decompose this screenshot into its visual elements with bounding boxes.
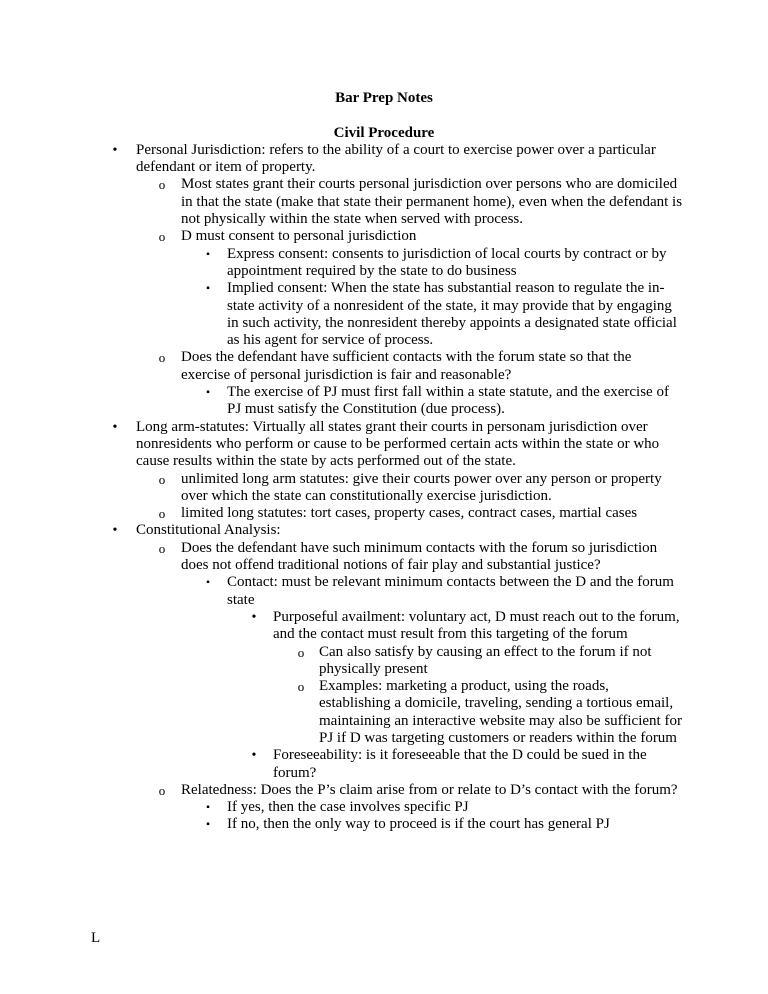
footer-letter: L (91, 930, 101, 946)
document-page (0, 90, 768, 834)
list-item (206, 816, 684, 833)
section-heading: Civil Procedure (333, 124, 435, 141)
list-item-text: Can also satisfy by causing an effect to the forum if not physically present (319, 643, 652, 677)
list-item-text: Examples: marketing a product, using the roads, establishing a domicile, traveling, sending a tortious email, maintaining an interactive website may also be sufficient for PJ if D was targeting customers or readers within the forum (319, 678, 682, 746)
document-title: Bar Prep Notes (335, 90, 433, 106)
list-item (112, 418, 684, 471)
circle-bullet-icon: o (158, 540, 166, 556)
list-item-text: Express consent: consents to jurisdiction of local courts by contract or by appointment required by the state to do business (227, 245, 667, 279)
list-item-text: Relatedness: Does the P’s claim arise from or relate to D’s contact with the forum? (181, 781, 678, 798)
bullet-icon: • (112, 523, 118, 539)
circle-bullet-icon: o (158, 229, 166, 245)
list-item-text: Long arm-statutes: Virtually all states grant their courts in personam jurisdiction over nonresidents who perform or cause to be performed certain acts within the state or who cause results within the state by acts performed out of the state. (136, 418, 660, 470)
square-bullet-icon: ▪ (206, 387, 210, 399)
list-item-text: If no, then the only way to proceed is if the court has general PJ (227, 816, 610, 833)
circle-bullet-icon: o (158, 350, 166, 366)
bullet-icon: • (251, 609, 257, 625)
list-item-text: Does the defendant have sufficient contacts with the forum state so that the exercise of personal jurisdiction is fair and reasonable? (181, 349, 632, 383)
circle-bullet-icon: o (158, 471, 166, 487)
list-item-text: Purposeful availment: voluntary act, D must reach out to the forum, and the contact must result from this targeting of the forum (273, 608, 680, 643)
list-item (206, 799, 684, 816)
list-item-text: Constitutional Analysis: (136, 522, 281, 539)
bullet-icon: • (112, 142, 118, 158)
list-item (297, 678, 684, 747)
list-item (206, 280, 684, 349)
list-item-text: Implied consent: When the state has substantial reason to regulate the in-state activity of a nonresident of the state, it may provide that by engaging in such activity, the nonresident thereby appoints a designated state official as his agent for service of process. (227, 280, 677, 349)
list-item (112, 141, 684, 177)
list-item-text: D must consent to personal jurisdiction (181, 228, 417, 245)
list-item (158, 470, 684, 506)
list-item-text: Contact: must be relevant minimum contacts between the D and the forum state (227, 574, 674, 608)
list-item-text: Does the defendant have such minimum contacts with the forum so jurisdiction does not offend traditional notions of fair play and substantial justice? (181, 539, 658, 574)
square-bullet-icon: ▪ (206, 802, 210, 814)
list-item (112, 522, 684, 539)
list-item (158, 228, 684, 245)
list-item (206, 574, 684, 609)
list-item-text: Personal Jurisdiction: refers to the ability of a court to exercise power over a particular defendant or item of property. (136, 141, 656, 176)
list-item-text: limited long statutes: tort cases, property cases, contract cases, martial cases (181, 505, 638, 522)
list-item (206, 384, 684, 419)
square-bullet-icon: ▪ (206, 577, 210, 589)
list-item-text: Foreseeability: is it foreseeable that the D could be sued in the forum? (273, 747, 647, 781)
list-item (297, 643, 684, 679)
list-item (251, 747, 684, 782)
notes-list (0, 142, 768, 834)
circle-bullet-icon: o (158, 506, 166, 522)
square-bullet-icon: ▪ (206, 283, 210, 295)
list-item-text: If yes, then the case involves specific PJ (227, 799, 469, 816)
list-item (158, 176, 684, 228)
list-item (158, 505, 684, 522)
bullet-icon: • (112, 419, 118, 435)
list-item (251, 608, 684, 644)
circle-bullet-icon: o (297, 644, 305, 660)
list-item (158, 781, 684, 799)
bullet-icon: • (251, 748, 257, 764)
square-bullet-icon: ▪ (206, 248, 210, 260)
circle-bullet-icon: o (297, 679, 305, 695)
list-item-text: Most states grant their courts personal jurisdiction over persons who are domiciled in that the state (make that state their permanent home), even when the defendant is not physically within the state when served with process. (181, 176, 683, 228)
circle-bullet-icon: o (158, 177, 166, 193)
square-bullet-icon: ▪ (206, 819, 210, 831)
list-item (206, 245, 684, 281)
circle-bullet-icon: o (158, 782, 166, 798)
list-item-text: unlimited long arm statutes: give their courts power over any person or property over which the state can constitutionally exercise jurisdiction. (181, 470, 662, 504)
list-item (158, 349, 684, 384)
list-item (158, 539, 684, 575)
blank-line (0, 107, 768, 124)
list-item-text: The exercise of PJ must first fall within a state statute, and the exercise of PJ must satisfy the Constitution (due process). (227, 384, 669, 418)
